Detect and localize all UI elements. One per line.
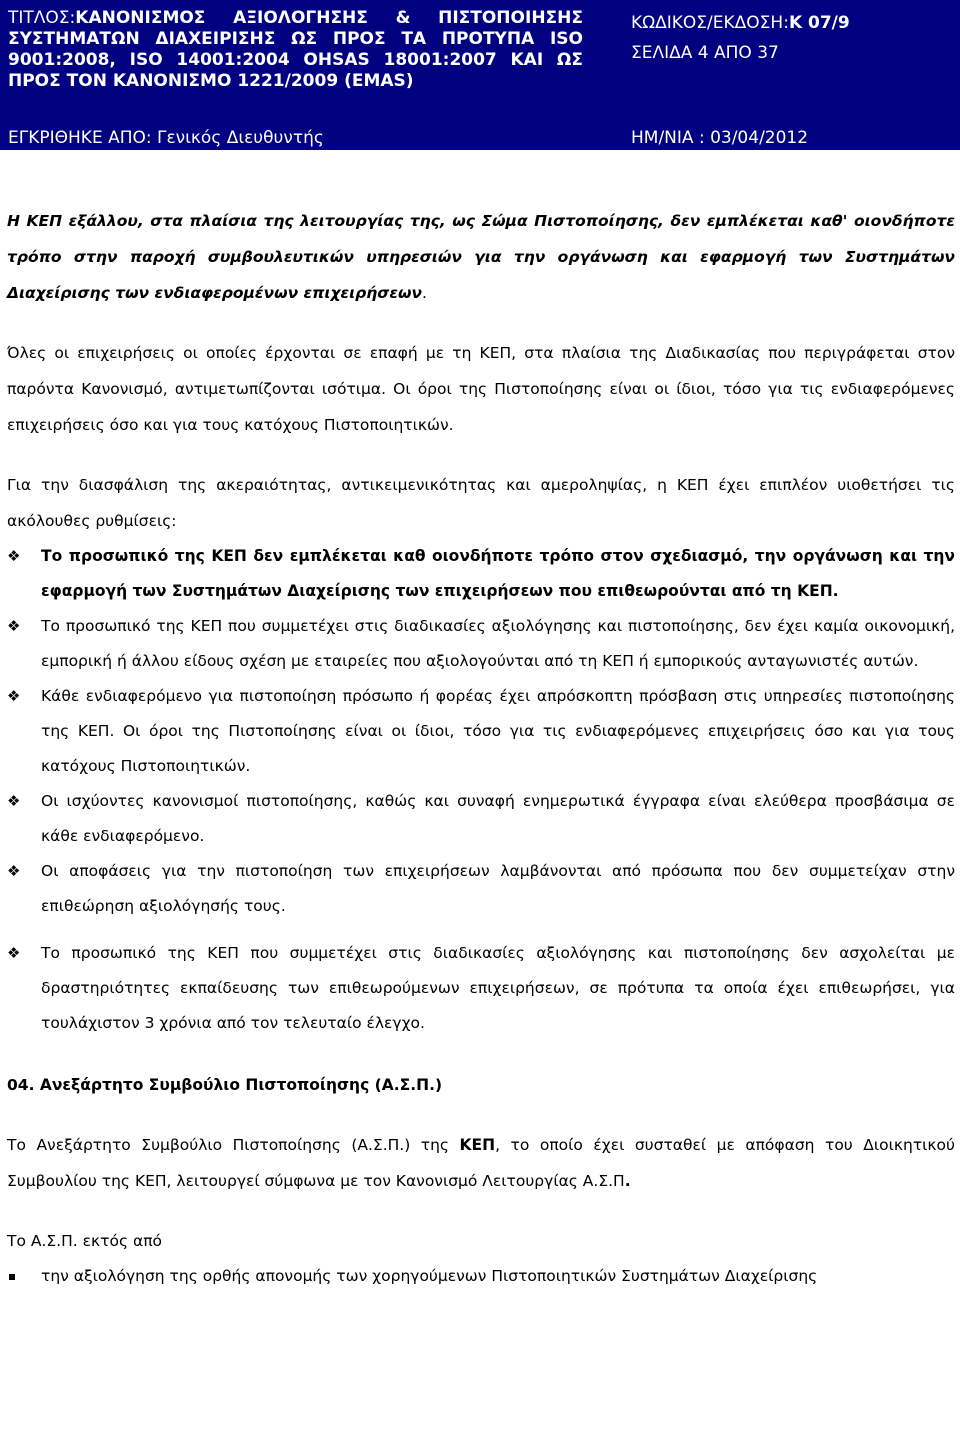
header-title-block	[8, 8, 583, 92]
square-bullet-icon	[9, 1274, 15, 1280]
paragraph-2: Όλες οι επιχειρήσεις οι οποίες έρχονται σε επαφή με τη ΚΕΠ, στα πλαίσια της Διαδικασίας που περιγράφεται στον παρόντα Κανονισμό, αντιμετωπίζονται ισότιμα. Οι όροι της Πιστοποίησης είναι οι ίδιοι, τόσο για τις ενδιαφερόμενες επιχειρήσεις όσο και για τους κατόχους Πιστοποιητικών.	[7, 344, 955, 434]
list-item: ❖ Το προσωπικό της ΚΕΠ δεν εμπλέκεται καθ οιονδήποτε τρόπο στον σχεδιασμό, την οργάνωση και την εφαρμογή των Συστημάτων Διαχείρισης των επιχειρήσεων που επιθεωρούνται από τη ΚΕΠ.	[7, 539, 955, 609]
paragraph-4: Το Ανεξάρτητο Συμβούλιο Πιστοποίησης (Α.Σ.Π.) της ΚΕΠ, το οποίο έχει συσταθεί με απόφαση του Διοικητικού Συμβουλίου της ΚΕΠ, λειτουργεί σύμφωνα με τον Κανονισμό Λειτουργίας Α.Σ.Π.	[7, 1136, 955, 1190]
code-line	[631, 8, 951, 38]
list-item: ❖ Το προσωπικό της ΚΕΠ που συμμετέχει στις διαδικασίες αξιολόγησης και πιστοποίησης, δεν έχει καμία οικονομική, εμπορική ή άλλου είδους σχέση με εταιρείες που αξιολογούνται από τη ΚΕΠ ή εμπορικούς ανταγωνιστές αυτών.	[7, 609, 955, 679]
list-item: ❖ Το προσωπικό της ΚΕΠ που συμμετέχει στις διαδικασίες αξιολόγησης και πιστοποίησης δεν ασχολείται με δραστηριότητες εκπαίδευσης των επιθεωρούμενων επιχειρήσεων, σε πρότυπα τα οποία έχει επιθεωρήσει, για τουλάχιστον 3 χρόνια από τον τελευταίο έλεγχο.	[7, 936, 955, 1041]
approved-by: ΕΓΚΡΙΘΗΚΕ ΑΠΟ: Γενικός Διευθυντής	[8, 128, 324, 148]
diamond-bullet-icon: ❖	[7, 687, 21, 705]
paragraph-1: Η ΚΕΠ εξάλλου, στα πλαίσια της λειτουργίας της, ως Σώμα Πιστοποίησης, δεν εμπλέκεται καθ' οιονδήποτε τρόπο στην παροχή συμβουλευτικών υπηρεσιών για την οργάνωση και εφαρμογή των Συστημάτων Διαχείρισης των ενδιαφερομένων επιχειρήσεων.	[7, 212, 955, 302]
header-code-block	[631, 8, 951, 68]
diamond-bullet-icon: ❖	[7, 792, 21, 810]
safeguards-list	[7, 539, 955, 1041]
paragraph-5: Το Α.Σ.Π. εκτός από	[7, 1232, 163, 1250]
code-label: ΚΩΔΙΚΟΣ/ΕΚΔΟΣΗ:	[631, 13, 789, 33]
list-item: ❖ Κάθε ενδιαφερόμενο για πιστοποίηση πρόσωπο ή φορέας έχει απρόσκοπτη πρόσβαση στις υπηρεσίες πιστοποίησης της ΚΕΠ. Οι όροι της Πιστοποίησης είναι οι ίδιοι, τόσο για τις ενδιαφερόμενες επιχειρήσεις όσο και για τους κατόχους Πιστοποιητικών.	[7, 679, 955, 784]
diamond-bullet-icon: ❖	[7, 547, 21, 565]
diamond-bullet-icon: ❖	[7, 862, 21, 880]
document-title: ΚΑΝΟΝΙΣΜΟΣ ΑΞΙΟΛΟΓΗΣΗΣ & ΠΙΣΤΟΠΟΙΗΣΗΣ ΣΥΣΤΗΜΑΤΩΝ ΔΙΑΧΕΙΡΙΣΗΣ ΩΣ ΠΡΟΣ ΤΑ ΠΡΟΤΥΠΑ ISO 9001:2008, ISO 14001:2004 OHSAS 18001:2007 ΚΑΙ ΩΣ ΠΡΟΣ ΤΟΝ ΚΑΝΟΝΙΣΜΟ 1221/2009 (EMAS)	[8, 8, 583, 91]
approval-date: ΗΜ/ΝΙΑ : 03/04/2012	[631, 128, 809, 148]
document-header	[0, 0, 960, 150]
paragraph-3: Για την διασφάλιση της ακεραιότητας, αντικειμενικότητας και αμεροληψίας, η ΚΕΠ έχει επιπλέον υιοθετήσει τις ακόλουθες ρυθμίσεις:	[7, 476, 955, 530]
list-item: ❖ Οι ισχύοντες κανονισμοί πιστοποίησης, καθώς και συναφή ενημερωτικά έγγραφα είναι ελεύθερα προσβάσιμα σε κάθε ενδιαφερόμενο.	[7, 784, 955, 854]
list-item: ❖ Οι αποφάσεις για την πιστοποίηση των επιχειρήσεων λαμβάνονται από πρόσωπα που δεν συμμετείχαν στην επιθεώρηση αξιολόγησής τους.	[7, 854, 955, 924]
diamond-bullet-icon: ❖	[7, 617, 21, 635]
code-value: Κ 07/9	[788, 13, 850, 33]
title-label: ΤΙΤΛΟΣ:	[8, 8, 76, 28]
list-item: την αξιολόγηση της ορθής απονομής των χορηγούμενων Πιστοποιητικών Συστημάτων Διαχείρισης	[7, 1259, 955, 1294]
diamond-bullet-icon: ❖	[7, 944, 21, 962]
council-duties-list	[7, 1259, 955, 1294]
page-number: ΣΕΛΙΔΑ 4 ΑΠΟ 37	[631, 43, 779, 63]
section-heading: 04. Ανεξάρτητο Συμβούλιο Πιστοποίησης (Α.Σ.Π.)	[7, 1076, 443, 1094]
document-body	[7, 203, 955, 1294]
